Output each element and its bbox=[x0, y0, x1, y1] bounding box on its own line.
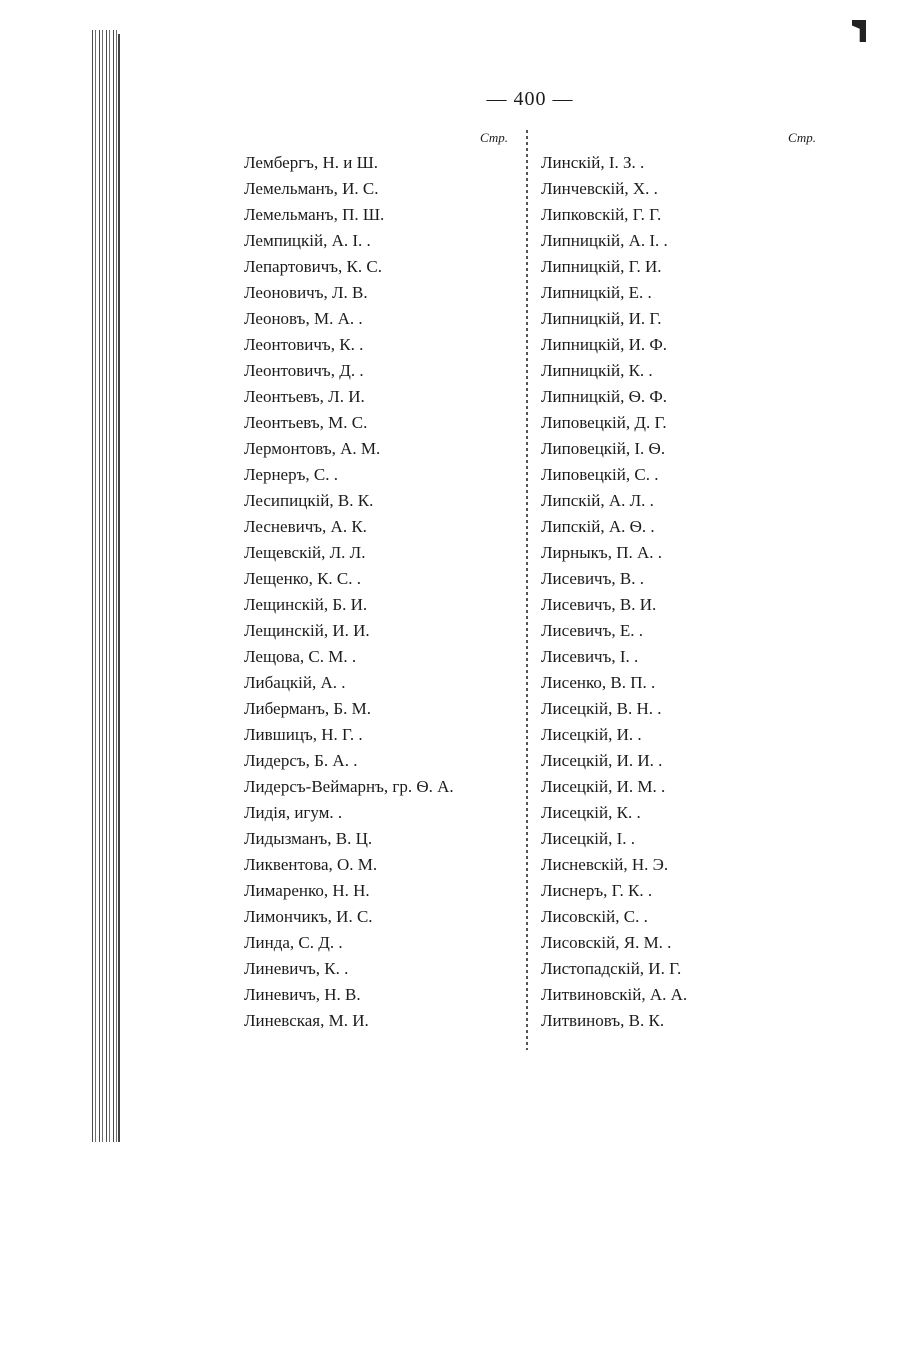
entry-name: Лисецкій, В. Н. . bbox=[541, 699, 662, 718]
entry-name: Лещинскій, И. И. bbox=[244, 621, 370, 640]
entry-name: Лернеръ, С. . bbox=[244, 465, 338, 484]
entry-name: Лисецкій, И. М. . bbox=[541, 777, 666, 796]
left-index-column bbox=[244, 150, 518, 1034]
entry-name: Лисенко, В. П. . bbox=[541, 673, 656, 692]
entry-name: Липковскій, Г. Г. bbox=[541, 205, 662, 224]
entry-name: Лесневичъ, А. К. bbox=[244, 517, 367, 536]
entry-name: Лисецкій, И. . bbox=[541, 725, 642, 744]
entry-name: Ликвентова, О. М. bbox=[244, 855, 378, 874]
index-entry bbox=[244, 1008, 518, 1034]
entry-name: Лисецкій, К. . bbox=[541, 803, 641, 822]
binding-line bbox=[118, 34, 120, 1142]
entry-name: Лирныкъ, П. А. . bbox=[541, 543, 663, 562]
entry-name: Липовецкій, Д. Г. bbox=[541, 413, 667, 432]
entry-pages bbox=[541, 150, 900, 1350]
entry-name: Лимаренко, Н. Н. bbox=[244, 881, 370, 900]
entry-name: Лимончикъ, И. С. bbox=[244, 907, 373, 926]
entry-name: Лепартовичъ, К. С. bbox=[244, 257, 382, 276]
entry-name: Либерманъ, Б. М. bbox=[244, 699, 372, 718]
entry-name: Лидія, игум. . bbox=[244, 803, 343, 822]
entry-name: Леоновъ, М. А. . bbox=[244, 309, 363, 328]
entry-name: Лидызманъ, В. Ц. bbox=[244, 829, 373, 848]
entry-name: Лисовскій, С. . bbox=[541, 907, 648, 926]
entry-name: Лидерсъ-Веймарнъ, гр. Ѳ. А. bbox=[244, 777, 454, 796]
entry-name: Липницкій, К. . bbox=[541, 361, 653, 380]
entry-name: Леонтовичъ, Д. . bbox=[244, 361, 364, 380]
entry-name: Лемпицкій, А. І. . bbox=[244, 231, 371, 250]
entry-name: Липскій, А. Л. . bbox=[541, 491, 654, 510]
entry-name: Лещевскій, Л. Л. bbox=[244, 543, 366, 562]
entry-name: Линда, С. Д. . bbox=[244, 933, 343, 952]
entry-name: Лисевичъ, В. . bbox=[541, 569, 644, 588]
entry-name: Липницкій, А. І. . bbox=[541, 231, 668, 250]
entry-name: Лиснеръ, Г. К. . bbox=[541, 881, 653, 900]
entry-name: Лемельманъ, П. Ш. bbox=[244, 205, 385, 224]
entry-name: Лещова, С. М. . bbox=[244, 647, 357, 666]
entry-name: Липовецкій, І. Ѳ. bbox=[541, 439, 666, 458]
entry-name: Литвиновскій, А. А. bbox=[541, 985, 688, 1004]
entry-name: Лидерсъ, Б. А. . bbox=[244, 751, 358, 770]
entry-name: Лисецкій, И. И. . bbox=[541, 751, 663, 770]
entry-name: Лисевичъ, Е. . bbox=[541, 621, 644, 640]
right-index-column bbox=[541, 150, 817, 1034]
page-number: — 400 — bbox=[486, 88, 574, 110]
entry-name: Леонтовичъ, К. . bbox=[244, 335, 364, 354]
entry-name: Лисецкій, І. . bbox=[541, 829, 636, 848]
index-entry bbox=[541, 1008, 817, 1034]
entry-name: Лесипицкій, В. К. bbox=[244, 491, 374, 510]
entry-name: Линскій, І. З. . bbox=[541, 153, 645, 172]
entry-name: Лисневскій, Н. Э. bbox=[541, 855, 669, 874]
entry-name: Липницкій, Ѳ. Ф. bbox=[541, 387, 668, 406]
entry-name: Лемельманъ, И. С. bbox=[244, 179, 379, 198]
entry-name: Липницкій, И. Ф. bbox=[541, 335, 668, 354]
entry-name: Листопадскій, И. Г. bbox=[541, 959, 682, 978]
entry-name: Леонтьевъ, М. С. bbox=[244, 413, 368, 432]
entry-name: Лисовскій, Я. М. . bbox=[541, 933, 672, 952]
entry-name: Лермонтовъ, А. М. bbox=[244, 439, 381, 458]
entry-name: Лембергъ, Н. и Ш. bbox=[244, 153, 378, 172]
entry-name: Липскій, А. Ѳ. . bbox=[541, 517, 655, 536]
book-binding-edge bbox=[92, 30, 118, 1142]
entry-name: Либацкій, А. . bbox=[244, 673, 346, 692]
entry-name: Липницкій, Е. . bbox=[541, 283, 652, 302]
entry-name: Лещинскій, Б. И. bbox=[244, 595, 368, 614]
entry-name: Линчевскій, Х. . bbox=[541, 179, 658, 198]
entry-name: Лившицъ, Н. Г. . bbox=[244, 725, 363, 744]
entry-name: Липницкій, И. Г. bbox=[541, 309, 662, 328]
entry-name: Линевичъ, Н. В. bbox=[244, 985, 361, 1004]
left-column-header: Стр. bbox=[480, 130, 508, 145]
entry-name: Липовецкій, С. . bbox=[541, 465, 659, 484]
corner-mark-icon bbox=[852, 20, 866, 42]
entry-name: Леоновичъ, Л. В. bbox=[244, 283, 368, 302]
entry-name: Леонтьевъ, Л. И. bbox=[244, 387, 365, 406]
entry-name: Линевичъ, К. . bbox=[244, 959, 349, 978]
entry-name: Лещенко, К. С. . bbox=[244, 569, 362, 588]
entry-name: Липницкій, Г. И. bbox=[541, 257, 662, 276]
entry-name: Лисевичъ, В. И. bbox=[541, 595, 657, 614]
entry-name: Литвиновъ, В. К. bbox=[541, 1011, 665, 1030]
entry-name: Линевская, М. И. bbox=[244, 1011, 369, 1030]
right-column-header: Стр. bbox=[788, 130, 816, 145]
entry-name: Лисевичъ, І. . bbox=[541, 647, 639, 666]
